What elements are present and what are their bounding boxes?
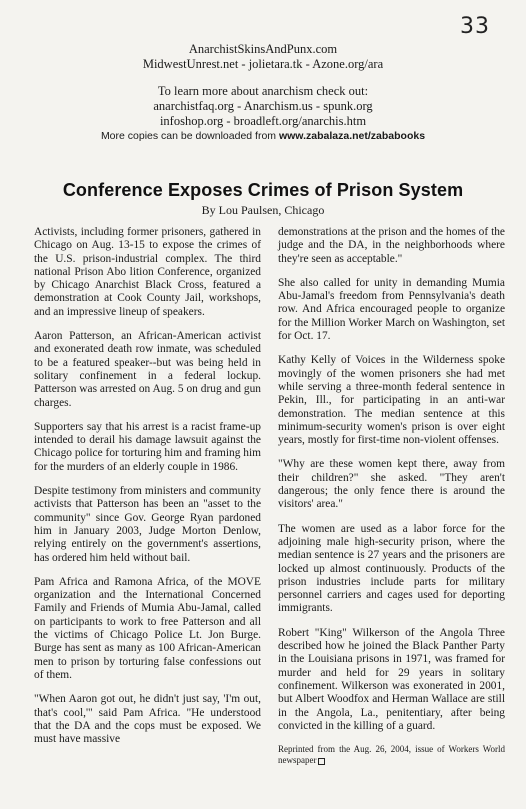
copies-url: www.zabalaza.net/zababooks [278,130,426,142]
copies-line [0,129,526,144]
end-mark-icon [318,758,325,765]
links-line-2: MidwestUnrest.net - jolietara.tk - Azone.org/ara [142,57,384,71]
paragraph: demonstrations at the prison and the homes of the judge and the DA, in the neighborhoods where they're seen as acceptable." [278,226,505,265]
links-line-3: anarchistfaq.org - Anarchism.us - spunk.org [153,99,373,113]
article-byline: By Lou Paulsen, Chicago [201,203,325,217]
paragraph: Robert "King" Wilkerson of the Angola Three described how he joined the Black Panther Party in the Louisiana prisons in 1971, was framed for murder and held for 29 years in solitary confinement. Wilkerson was exonerated in 2001, but Albert Woodfox and Herman Wallace are still in the Angola, La., penitentiary, after being convicted in the killing of a guard. [278,626,505,732]
links-line-1: AnarchistSkinsAndPunx.com [188,42,338,56]
paragraph: Supporters say that his arrest is a racist frame-up intended to derail his damage lawsuit against the Chicago police for torturing him and framing him for the murders of an elderly couple in 1986. [34,420,261,473]
links-line-4: infoshop.org - broadleft.org/anarchis.htm [159,114,367,128]
article-columns [34,226,506,777]
paragraph: "Why are these women kept there, away from their children?" she asked. "They aren't dangerous; the only fence there is around the visitors' area." [278,458,505,511]
paragraph: Pam Africa and Ramona Africa, of the MOVE organization and the International Concerned Family and Friends of Mumia Abu-Jamal, called on participants to work to free Patterson and all the victims of Chicago Police Lt. Jon Burge. Burge has sent as many as 100 African-American men to prison by torturing false confessions out of them. [34,575,261,681]
paragraph: Kathy Kelly of Voices in the Wilderness spoke movingly of the women prisoners she had met while serving a three-month federal sentence in Pekin, Ill., for participating in an anti-war demonstration. The median sentence at this minimum-security women's prison is over eight years, mostly for first-time non-violent offenses. [278,354,505,447]
left-column [34,226,261,777]
copies-text: More copies can be downloaded from [100,130,279,142]
article-title: Conference Exposes Crimes of Prison System [62,180,464,200]
paragraph: The women are used as a labor force for the adjoining male high-security prison, where the median sentence is 27 years and the prisoners are locked up almost continuously. Products of the prison industries include parts for military personnel carriers and cages used for deporting immigrants. [278,522,505,615]
article [0,180,526,766]
paragraph: "When Aaron got out, he didn't just say, 'I'm out, that's cool,'" said Pam Africa. "He understood that the DA and the cops must be exposed. We must have massive [34,693,261,746]
paragraph: Aaron Patterson, an African-American activist and exonerated death row inmate, was scheduled to be a featured speaker--but was being held in solitary confinement in a federal lockup. Patterson was arrested on Aug. 5 on drug and gun charges. [34,330,261,409]
paragraph: She also called for unity in demanding Mumia Abu-Jamal's freedom from Pennsylvania's death row. And Africa encouraged people to organize for the Million Worker March on Washington, set for Oct. 17. [278,276,505,343]
page-number: 33 [460,14,490,39]
paragraph: Despite testimony from ministers and community activists that Patterson has been an "asset to the community" since Gov. George Ryan pardoned him in January 2003, Judge Morton Denlow, relying entirely on the government's assertions, has ordered him held without bail. [34,485,261,564]
links-block [0,42,526,144]
links-intro: To learn more about anarchism check out: [157,84,369,98]
paragraph: Activists, including former prisoners, gathered in Chicago on Aug. 13-15 to expose the crimes of the U.S. prison-industrial complex. The third national Prison Abo lition Conference, organized by Chicago Anarchist Black Cross, featured a demonstration at Cook County Jail, workshops, and an impressive lineup of speakers. [34,226,261,318]
right-column [278,226,505,777]
credit-line [278,744,505,766]
credit-text: Reprinted from the Aug. 26, 2004, issue of Workers World newspaper [278,744,505,766]
